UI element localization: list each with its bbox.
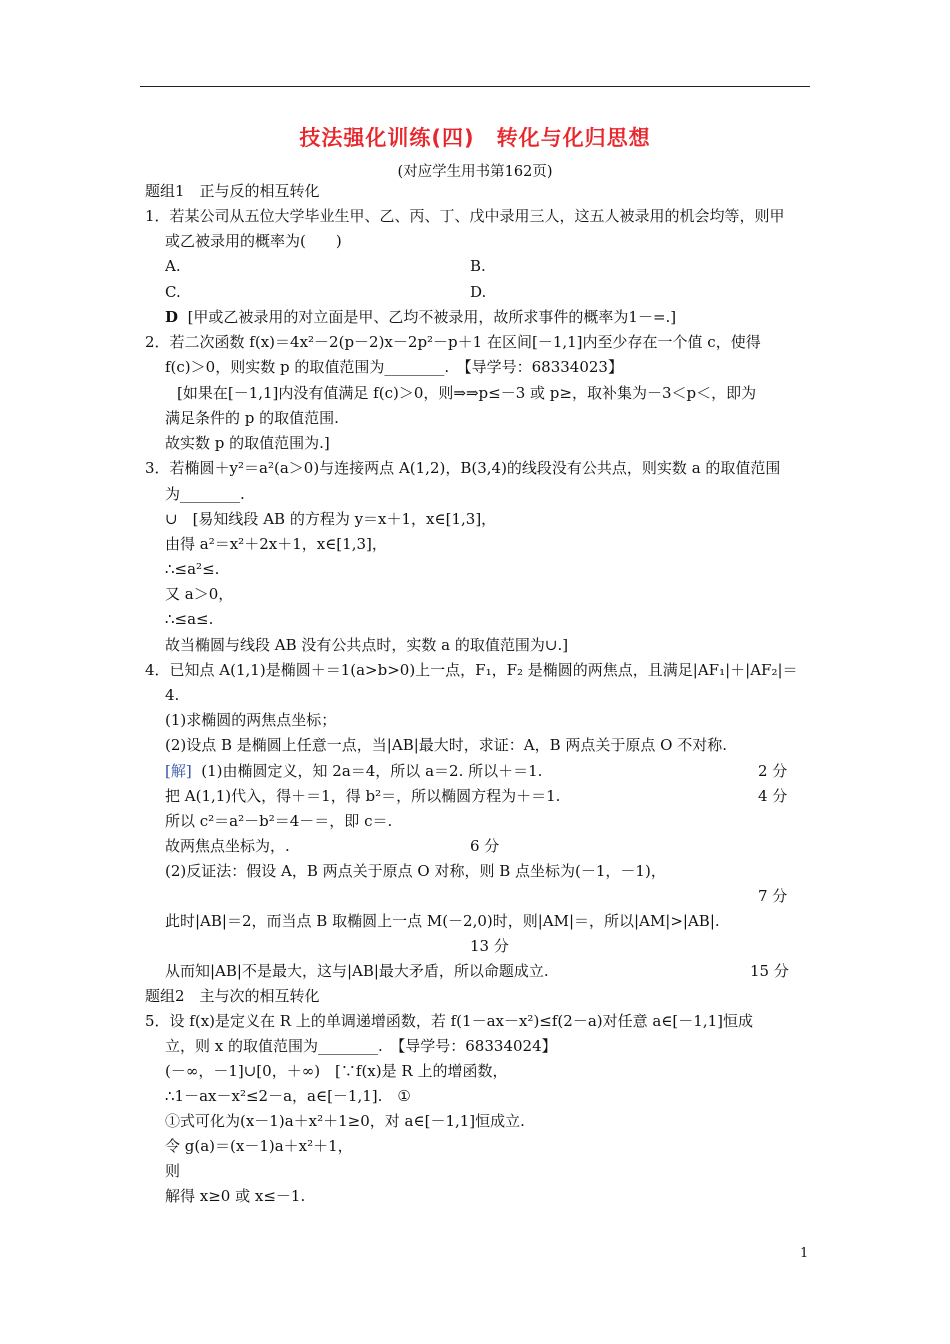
q4-solution-1 bbox=[165, 761, 542, 781]
q3-line-8: 故当椭圆与线段 AB 没有公共点时，实数 a 的取值范围为∪.] bbox=[165, 636, 569, 654]
q4-solution-2: 把 A(1,1)代入，得＋＝1，得 b²＝，所以椭圆方程为＋＝1. bbox=[165, 787, 561, 805]
q5-line-6: 令 g(a)＝(x－1)a＋x²＋1， bbox=[165, 1137, 353, 1155]
q5-line-2: 立，则 x 的取值范围为________. 【导学号：68334024】 bbox=[165, 1037, 557, 1055]
q1-line-1: 1．若某公司从五位大学毕业生甲、乙、丙、丁、戊中录用三人，这五人被录用的机会均等，则甲 bbox=[145, 207, 785, 225]
q1-option-c: C. bbox=[165, 283, 181, 301]
score-4: 4 分 bbox=[758, 787, 788, 805]
q1-line-2: 或乙被录用的概率为( ) bbox=[165, 232, 342, 250]
q1-option-a: A. bbox=[165, 257, 181, 275]
q3-line-1: 3．若椭圆＋y²＝a²(a＞0)与连接两点 A(1,2)，B(3,4)的线段没有公共点，则实数 a 的取值范围 bbox=[145, 459, 781, 477]
q1-explanation: [甲或乙被录用的对立面是甲、乙均不被录用，故所求事件的概率为1－=.] bbox=[187, 308, 677, 326]
q4-solution-3: 所以 c²＝a²－b²＝4－＝，即 c＝. bbox=[165, 812, 393, 830]
q5-line-1: 5．设 f(x)是定义在 R 上的单调递增函数，若 f(1－ax－x²)≤f(2－a)对任意 a∈[－1,1]恒成 bbox=[145, 1012, 753, 1030]
q2-line-4: 满足条件的 p 的取值范围. bbox=[165, 409, 339, 427]
q4-line-1: 4．已知点 A(1,1)是椭圆＋＝1(a>b>0)上一点，F₁，F₂ 是椭圆的两焦点，且满足|AF₁|＋|AF₂|＝ bbox=[145, 661, 798, 679]
q2-line-2: f(c)＞0，则实数 p 的取值范围为________. 【导学号：68334023】 bbox=[165, 358, 623, 376]
q5-line-5: ①式可化为(x－1)a＋x²＋1≥0，对 a∈[－1,1]恒成立. bbox=[165, 1112, 525, 1130]
q2-line-3: [如果在[－1,1]内没有值满足 f(c)＞0，则⇒⇒p≤－3 或 p≥，取补集为－3＜p＜，即为 bbox=[177, 384, 757, 402]
solution-tag: [解] bbox=[165, 762, 192, 780]
q1-option-d: D. bbox=[470, 283, 487, 301]
q1-option-b: B. bbox=[470, 257, 486, 275]
q4-solution-4: 故两焦点坐标为，. bbox=[165, 837, 290, 855]
q3-line-7: ∴≤a≤. bbox=[165, 610, 214, 628]
score-2: 2 分 bbox=[758, 762, 788, 780]
q1-answer-letter: D bbox=[165, 308, 179, 326]
score-6: 6 分 bbox=[470, 837, 500, 855]
q2-line-5: 故实数 p 的取值范围为.] bbox=[165, 434, 330, 452]
q4-line-4: (2)设点 B 是椭圆上任意一点，当|AB|最大时，求证：A，B 两点关于原点 O 不对称. bbox=[165, 736, 727, 754]
score-15: 15 分 bbox=[750, 962, 789, 980]
page-subtitle: (对应学生用书第162页) bbox=[397, 164, 553, 180]
q4-solution-5: (2)反证法：假设 A，B 两点关于原点 O 对称，则 B 点坐标为(－1，－1)， bbox=[165, 862, 666, 880]
header-rule bbox=[140, 86, 810, 87]
score-13: 13 分 bbox=[470, 937, 509, 955]
q4-solution-1-text: (1)由椭圆定义，知 2a＝4，所以 a＝2. 所以＋＝1. bbox=[201, 762, 543, 780]
group-1-heading: 题组1 正与反的相互转化 bbox=[145, 182, 320, 200]
page-number: 1 bbox=[800, 1246, 809, 1261]
q5-line-3: (－∞，－1]∪[0，＋∞) [∵f(x)是 R 上的增函数， bbox=[165, 1062, 508, 1080]
q3-line-4: 由得 a²＝x²＋2x＋1，x∈[1,3]， bbox=[165, 535, 387, 553]
q3-line-3: ∪ [易知线段 AB 的方程为 y＝x＋1，x∈[1,3]， bbox=[165, 510, 497, 528]
q2-line-1: 2．若二次函数 f(x)＝4x²－2(p－2)x－2p²－p＋1 在区间[－1,1]内至少存在一个值 c，使得 bbox=[145, 333, 761, 351]
page-title: 技法强化训练(四) 转化与化归思想 bbox=[299, 126, 651, 150]
score-7: 7 分 bbox=[758, 887, 788, 905]
q4-solution-7: 从而知|AB|不是最大，这与|AB|最大矛盾，所以命题成立. bbox=[165, 962, 549, 980]
group-2-heading: 题组2 主与次的相互转化 bbox=[145, 987, 320, 1005]
q4-line-2: 4. bbox=[165, 686, 180, 704]
q3-line-5: ∴≤a²≤. bbox=[165, 560, 220, 578]
q4-line-3: (1)求椭圆的两焦点坐标； bbox=[165, 711, 337, 729]
q1-answer bbox=[165, 307, 676, 327]
q4-solution-6: 此时|AB|＝2，而当点 B 取椭圆上一点 M(－2,0)时，则|AM|＝，所以|AM|>|AB|. bbox=[165, 912, 720, 930]
q3-line-6: 又 a＞0， bbox=[165, 585, 234, 603]
q5-line-8: 解得 x≥0 或 x≤－1. bbox=[165, 1187, 306, 1205]
q5-line-7: 则 bbox=[165, 1162, 181, 1180]
q3-line-2: 为________. bbox=[165, 485, 245, 503]
q5-line-4: ∴1－ax－x²≤2－a，a∈[－1,1]. ① bbox=[165, 1087, 411, 1105]
